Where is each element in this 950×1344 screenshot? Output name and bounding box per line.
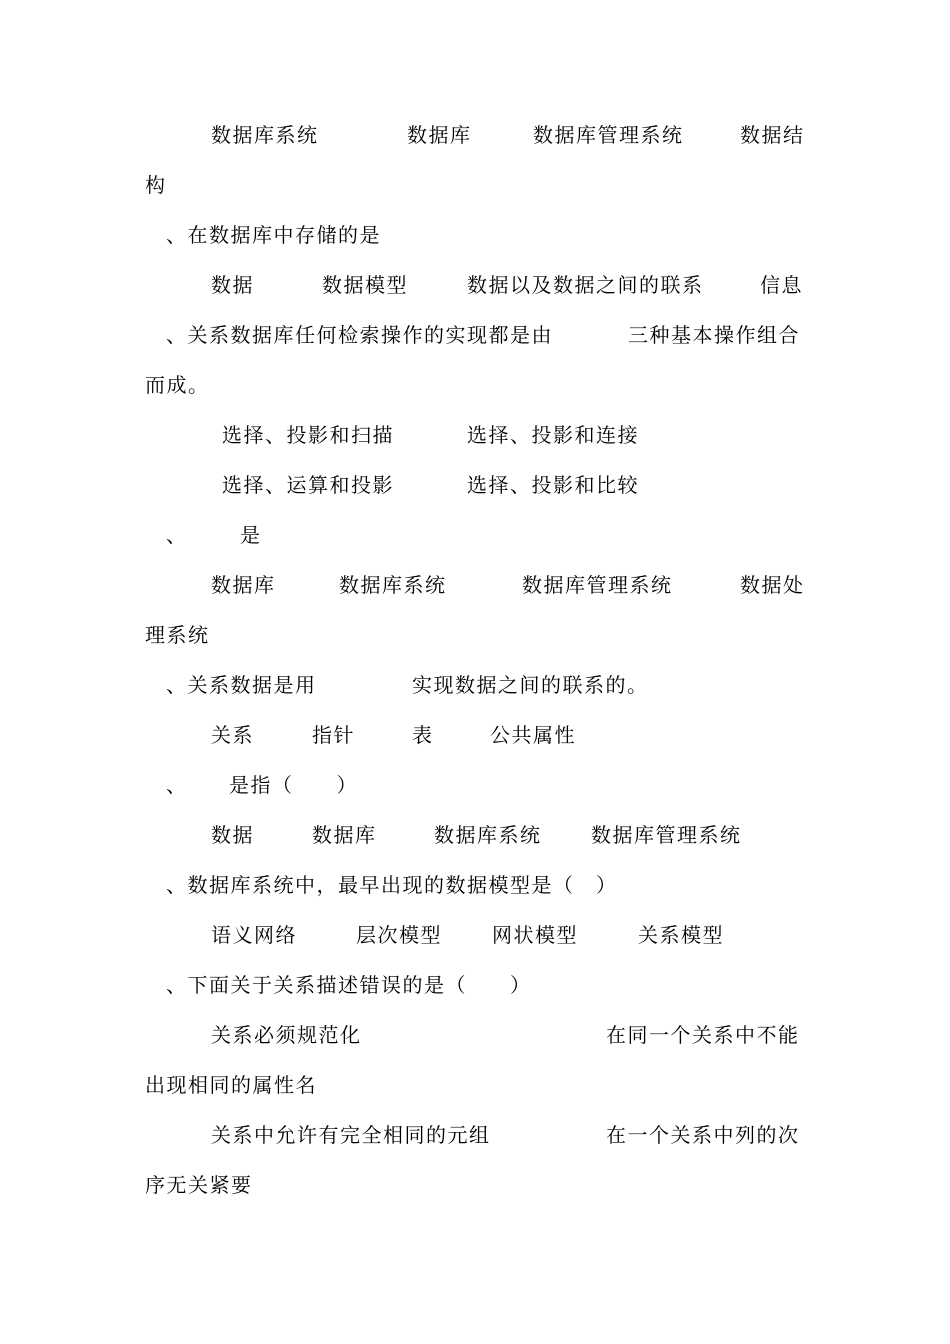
q4-stem-continued: 是 [240,523,262,547]
q7-stem: 、数据库系统中，最早出现的数据模型是（ ） [166,873,618,897]
q3-option-a: 选择、投影和扫描 [222,423,394,447]
q5-option-b: 指针 [312,723,355,747]
q7-option-a: 语义网络 [211,923,297,947]
q2-option-b: 数据模型 [322,273,408,297]
q4-option-a: 数据库 [211,573,276,597]
q2-option-d: 信息 [760,273,803,297]
q5-stem-continued: 实现数据之间的联系的。 [412,673,649,697]
q6-option-b: 数据库 [312,823,377,847]
q5-stem: 、关系数据是用 [166,673,317,697]
q3-option-d: 选择、投影和比较 [467,473,639,497]
q5-option-a: 关系 [211,723,254,747]
q7-option-d: 关系模型 [638,923,724,947]
q6-option-d: 数据库管理系统 [591,823,742,847]
q3-stem-continued: 三种基本操作组合 [628,323,800,347]
q8-option-a: 关系必须规范化 [211,1023,362,1047]
q5-option-c: 表 [412,723,434,747]
q4-stem: 、 [166,523,188,547]
q6-option-c: 数据库系统 [434,823,542,847]
q8-stem: 、下面关于关系描述错误的是（ ） [166,973,532,997]
q3-option-b: 选择、投影和连接 [467,423,639,447]
q6-option-a: 数据 [211,823,254,847]
q1-option-a: 数据库系统 [211,123,319,147]
q4-option-c: 数据库管理系统 [522,573,673,597]
q6-stem-continued: 是指（ ） [229,773,358,797]
q4-option-b: 数据库系统 [339,573,447,597]
q1-option-b: 数据库 [407,123,472,147]
q6-stem: 、 [166,773,188,797]
q4-option-d-wrap: 理系统 [145,623,210,647]
q8-option-b: 在同一个关系中不能 [606,1023,800,1047]
q8-option-b-wrap: 出现相同的属性名 [145,1073,317,1097]
q5-option-d: 公共属性 [490,723,576,747]
q7-option-c: 网状模型 [492,923,578,947]
q4-option-d: 数据处 [740,573,805,597]
q3-option-c: 选择、运算和投影 [222,473,394,497]
q1-option-c: 数据库管理系统 [533,123,684,147]
q3-stem-wrap: 而成。 [145,373,210,397]
q1-option-d: 数据结 [740,123,805,147]
q2-option-c: 数据以及数据之间的联系 [467,273,704,297]
q8-option-d-wrap: 序无关紧要 [145,1173,253,1197]
q7-option-b: 层次模型 [356,923,442,947]
q2-option-a: 数据 [211,273,254,297]
q1-option-d-wrap: 构 [145,173,167,197]
q8-option-d: 在一个关系中列的次 [606,1123,800,1147]
q8-option-c: 关系中允许有完全相同的元组 [211,1123,491,1147]
q2-stem: 、在数据库中存储的是 [166,223,381,247]
q3-stem: 、关系数据库任何检索操作的实现都是由 [166,323,553,347]
